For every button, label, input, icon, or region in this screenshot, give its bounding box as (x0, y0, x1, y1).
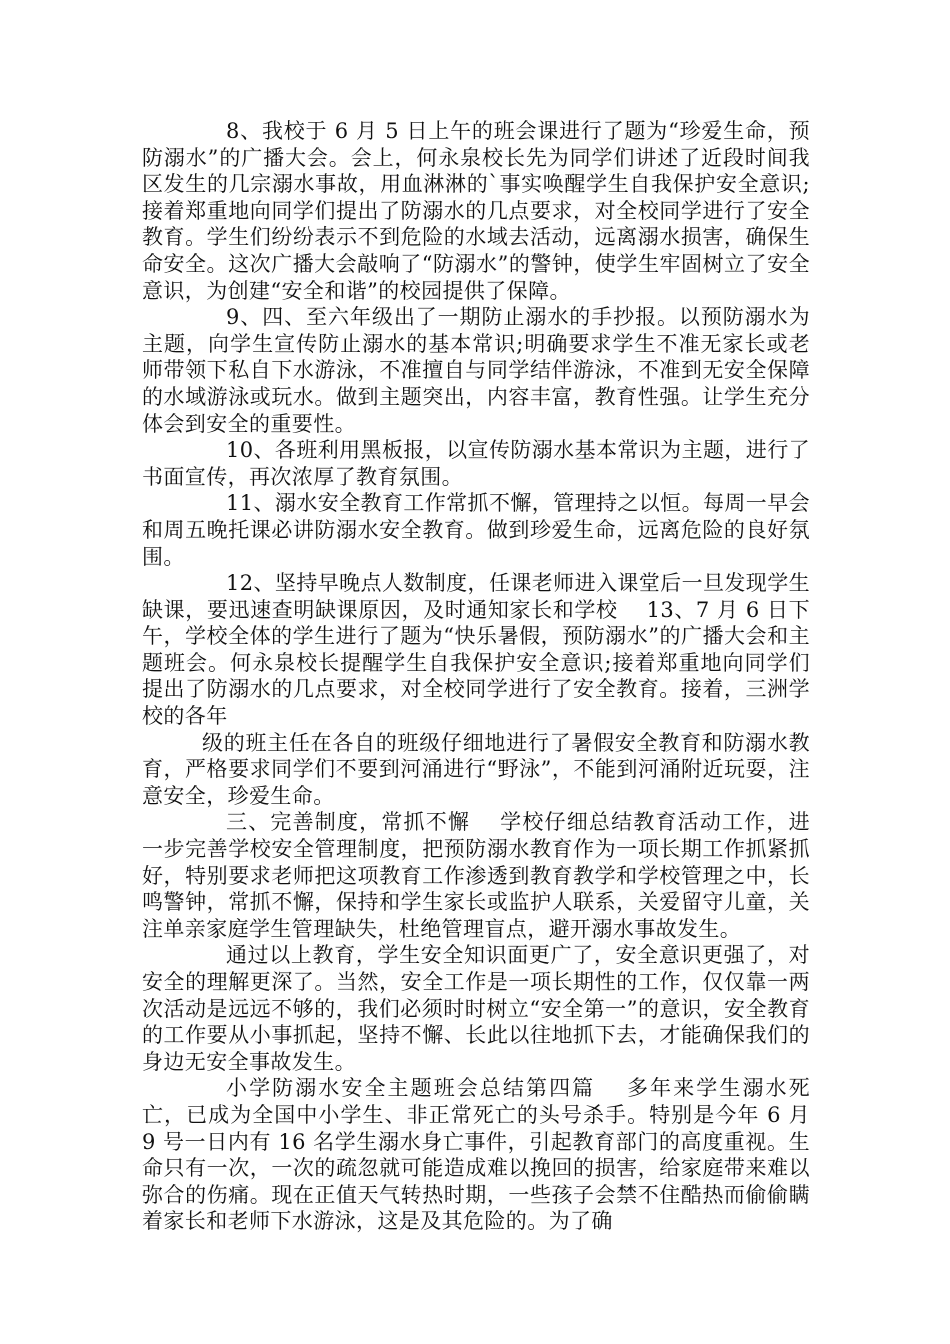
paragraph-11: 11、溺水安全教育工作常抓不懈，管理持之以恒。每周一早会和周五晚托课必讲防溺水安全教育。做到珍爱生命，远离危险的良好氛围。 (142, 491, 810, 569)
paragraph-8: 8、我校于 6 月 5 日上午的班会课进行了题为“珍爱生命，预防溺水”的广播大会。会上，何永泉校长先为同学们讲述了近段时间我区发生的几宗溺水事故，用血淋淋的`事实唤醒学生自我保护安全意识;接着郑重地向同学们提出了防溺水的几点要求，对全校同学进行了安全教育。学生们纷纷表示不到危险的水域去活动，远离溺水损害，确保生命安全。这次广播大会敲响了“防溺水”的警钟，使学生牢固树立了安全意识，为创建“安全和谐”的校园提供了保障。 (142, 119, 810, 303)
paragraph-continuation: 级的班主任在各自的班级仔细地进行了暑假安全教育和防溺水教育，严格要求同学们不要到河涌进行“野泳”，不能到河涌附近玩耍，注意安全，珍爱生命。 (142, 730, 810, 808)
paragraph-9: 9、四、至六年级出了一期防止溺水的手抄报。以预防溺水为主题，向学生宣传防止溺水的基本常识;明确要求学生不准无家长或老师带领下私自下水游泳，不准擅自与同学结伴游泳，不准到无安全保障的水域游泳或玩水。做到主题突出，内容丰富，教育性强。让学生充分体会到安全的重要性。 (142, 305, 810, 436)
paragraph-10: 10、各班利用黑板报，以宣传防溺水基本常识为主题，进行了书面宣传，再次浓厚了教育氛围。 (142, 438, 810, 489)
paragraph-12-13: 12、坚持早晚点人数制度，任课老师进入课堂后一旦发现学生缺课，要迅速查明缺课原因，及时通知家长和学校 13、7 月 6 日下午，学校全体的学生进行了题为“快乐暑假，预防溺水”的广播大会和主题班会。何永泉校长提醒学生自我保护安全意识;接着郑重地向同学们提出了防溺水的几点要求，对全校同学进行了安全教育。接着，三洲学校的各年 (142, 571, 810, 729)
document-body (142, 118, 810, 1235)
paragraph-conclusion: 通过以上教育，学生安全知识面更广了，安全意识更强了，对安全的理解更深了。当然，安全工作是一项长期性的工作，仅仅靠一两次活动是远远不够的，我们必须时时树立“安全第一”的意识，安全教育的工作要从小事抓起，坚持不懈、长此以往地抓下去，才能确保我们的身边无安全事故发生。 (142, 943, 810, 1074)
paragraph-fourth-article: 小学防溺水安全主题班会总结第四篇 多年来学生溺水死亡，已成为全国中小学生、非正常死亡的头号杀手。特别是今年 6 月 9 号一日内有 16 名学生溺水身亡事件，引起教育部门的高度重视。生命只有一次，一次的疏忽就可能造成难以挽回的损害，给家庭带来难以弥合的伤痛。现在正值天气转热时期，一些孩子会禁不住酷热而偷偷瞒着家长和老师下水游泳，这是及其危险的。为了确 (142, 1076, 810, 1234)
paragraph-section-three: 三、完善制度，常抓不懈 学校仔细总结教育活动工作，进一步完善学校安全管理制度，把预防溺水教育作为一项长期工作抓紧抓好，特别要求老师把这项教育工作渗透到教育教学和学校管理之中，长鸣警钟，常抓不懈，保持和学生家长或监护人联系，关爱留守儿童，关注单亲家庭学生管理缺失，杜绝管理盲点，避开溺水事故发生。 (142, 810, 810, 941)
